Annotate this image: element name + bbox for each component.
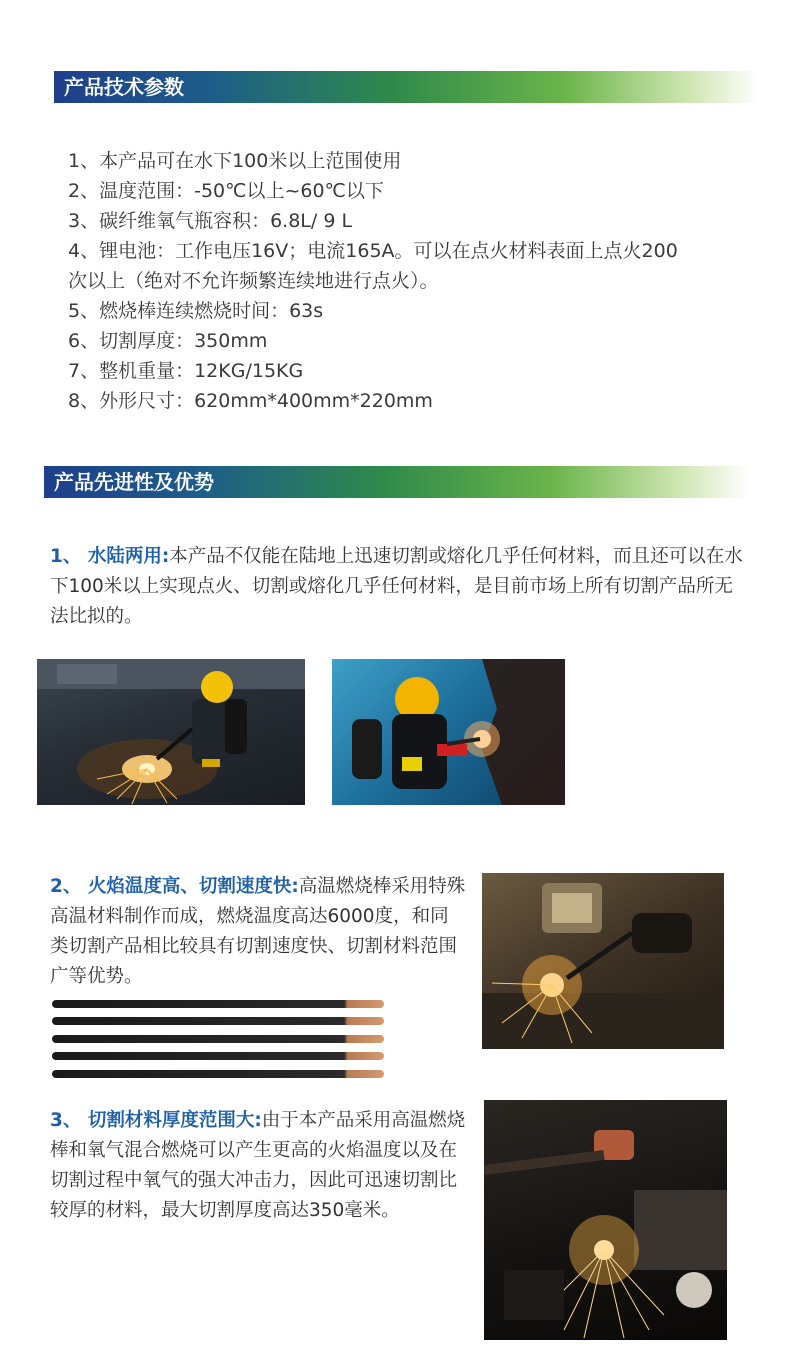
section-banner-specs (54, 71, 760, 103)
industrial-cutting-illustration (482, 873, 724, 1049)
photo-underwater-cutting (332, 659, 565, 805)
burning-rod (52, 1052, 384, 1060)
spec-item: 7、整机重量：12KG/15KG (68, 360, 304, 382)
burning-rod (52, 1017, 384, 1025)
photo-thick-cutting (484, 1100, 727, 1340)
section-banner-advantages (44, 466, 750, 498)
spec-item: 6、切割厚度：350mm (68, 330, 268, 352)
section-title-specs: 产品技术参数 (64, 75, 184, 99)
advantage-text-2: 高温燃烧棒采用特殊高温材料制作而成，燃烧温度高达6000度，和同类切割产品相比较具有切割速度快、切割材料范围广等优势。 (50, 876, 466, 987)
spec-item: 2、温度范围：-50℃以上~60℃以下 (68, 180, 384, 202)
section-title-advantages: 产品先进性及优势 (54, 470, 214, 494)
advantage-heading-2: 2、 火焰温度高、切割速度快: (50, 876, 299, 897)
advantage-paragraph-2 (50, 872, 466, 992)
spec-list (68, 146, 678, 416)
underwater-cutting-illustration (332, 659, 565, 805)
spec-item: 8、外形尺寸：620mm*400mm*220mm (68, 390, 433, 412)
advantage-heading-1: 1、 水陆两用: (50, 546, 170, 567)
advantage-paragraph-1 (50, 542, 750, 632)
burning-rod (52, 1070, 384, 1078)
spec-item: 1、本产品可在水下100米以上范围使用 (68, 150, 402, 172)
advantage-text-1: 本产品不仅能在陆地上迅速切割或熔化几乎任何材料，而且还可以在水下100米以上实现点火、切割或熔化几乎任何材料，是目前市场上所有切割产品所无法比拟的。 (50, 546, 743, 627)
land-cutting-illustration (37, 659, 305, 805)
spec-item: 次以上（绝对不允许频繁连续地进行点火）。 (68, 270, 439, 292)
photo-industrial-cutting (482, 873, 724, 1049)
burning-rod (52, 1035, 384, 1043)
advantage-text-3: 由于本产品采用高温燃烧棒和氧气混合燃烧可以产生更高的火焰温度以及在切割过程中氧气的强大冲击力，因此可迅速切割比较厚的材料，最大切割厚度高达350毫米。 (50, 1110, 466, 1221)
burning-rod (52, 1000, 384, 1008)
advantage-heading-3: 3、 切割材料厚度范围大: (50, 1110, 262, 1131)
spec-item: 3、碳纤维氧气瓶容积：6.8L/ 9 L (68, 210, 353, 232)
spec-item: 5、燃烧棒连续燃烧时间：63s (68, 300, 324, 322)
photo-land-cutting (37, 659, 305, 805)
spec-item: 4、锂电池：工作电压16V；电流165A。可以在点火材料表面上点火200 (68, 240, 678, 262)
thick-cutting-illustration (484, 1100, 727, 1340)
advantage-paragraph-3 (50, 1106, 466, 1226)
